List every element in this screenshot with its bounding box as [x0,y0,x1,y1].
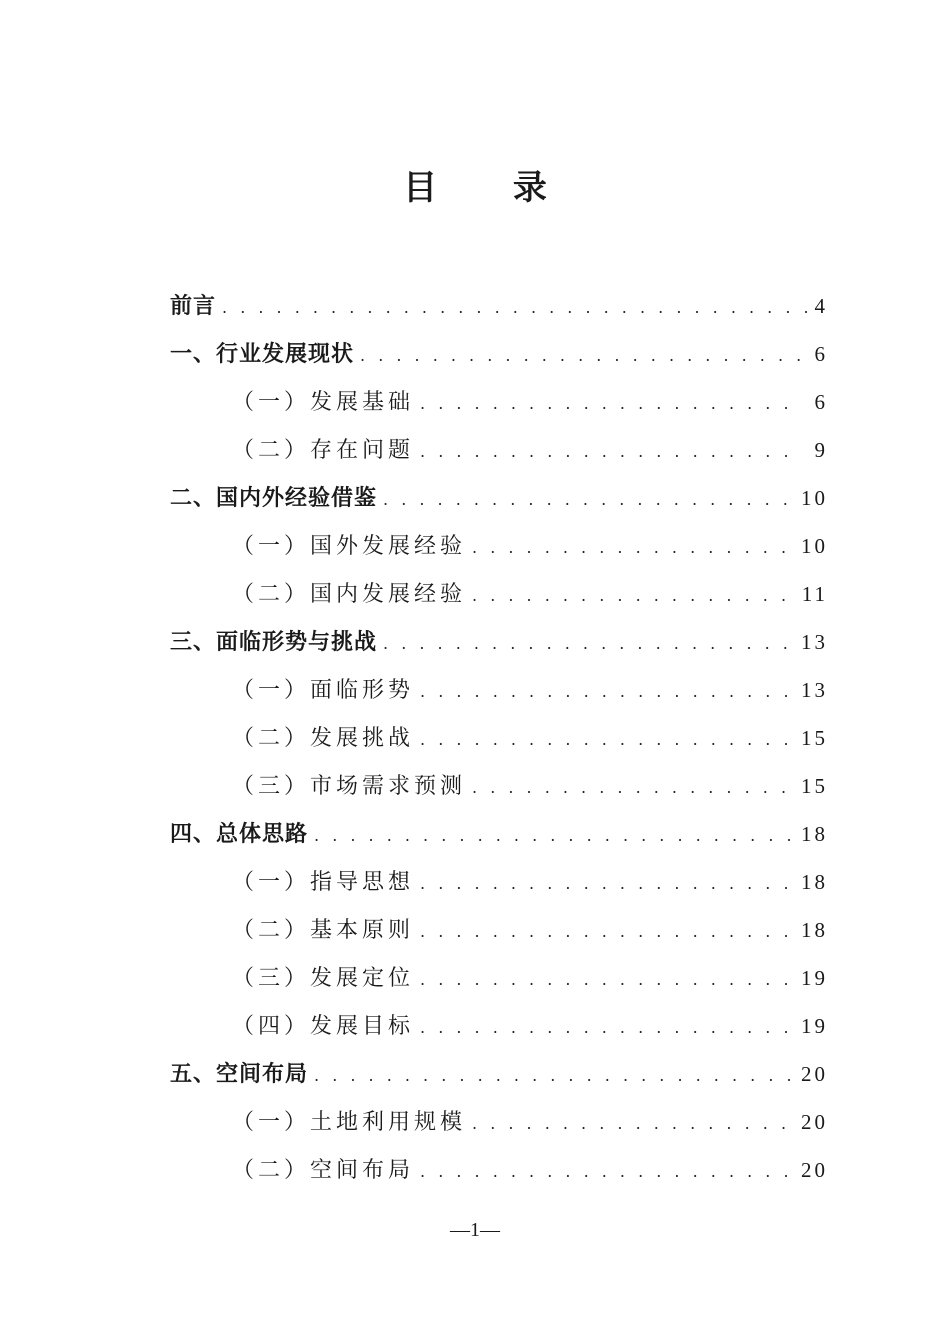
page-number-footer: —1— [450,1219,500,1241]
toc-entry-label: （二）存在问题 [232,438,415,463]
toc-entry-page-number: 6 [814,390,828,414]
toc-entry[interactable] [170,570,828,618]
toc-entry[interactable] [170,330,828,378]
toc-dot-leader [472,524,787,572]
toc-entry[interactable] [170,906,828,954]
toc-entry-label: 四、总体思路 [170,822,309,847]
toc-entry-label: （一）发展基础 [232,390,415,415]
toc-dot-leader [472,1100,787,1148]
toc-entry-label: 三、面临形势与挑战 [170,630,378,655]
toc-dot-leader [314,812,797,860]
toc-dot-leader [420,380,800,428]
toc-entry[interactable] [170,810,828,858]
toc-entry[interactable] [170,522,828,570]
toc-entry[interactable] [170,858,828,906]
toc-entry[interactable] [170,282,828,330]
toc-dot-leader [383,476,797,524]
toc-entry-page-number: 18 [801,918,828,942]
toc-entry-label: （三）发展定位 [232,966,415,991]
toc-entry-page-number: 19 [801,966,828,990]
toc-dot-leader [383,620,797,668]
toc-entry-page-number: 6 [814,342,828,366]
toc-entry-page-number: 20 [801,1110,828,1134]
toc-entry[interactable] [170,762,828,810]
toc-entry-page-number: 9 [814,438,828,462]
toc-entry[interactable] [170,714,828,762]
toc-dot-leader [314,1052,797,1100]
toc-entry[interactable] [170,378,828,426]
toc-entry-label: 二、国内外经验借鉴 [170,486,378,511]
toc-dot-leader [472,764,787,812]
toc-entry-label: （二）空间布局 [232,1158,415,1183]
toc-entry[interactable] [170,474,828,522]
toc-entry[interactable] [170,1050,828,1098]
toc-entry[interactable] [170,1146,828,1194]
toc-entry-label: （一）指导思想 [232,870,415,895]
toc-entry-page-number: 10 [801,534,828,558]
toc-entry-label: （一）面临形势 [232,678,415,703]
toc-entry-page-number: 15 [801,774,828,798]
toc-entry-label: （一）国外发展经验 [232,534,467,559]
toc-dot-leader [420,908,787,956]
toc-dot-leader [420,860,787,908]
toc-dot-leader [420,1148,787,1196]
toc-entry-label: （四）发展目标 [232,1014,415,1039]
toc-dot-leader [420,428,800,476]
page-title: 目 录 [403,168,579,208]
toc-entry-page-number: 18 [801,870,828,894]
toc-entry-label: （三）市场需求预测 [232,774,467,799]
toc-entry-page-number: 11 [801,582,828,606]
toc-entry-page-number: 20 [801,1158,828,1182]
toc-dot-leader [472,572,788,620]
toc-dot-leader [420,716,787,764]
toc-entry-label: （二）国内发展经验 [232,582,467,607]
toc-entry-label: 一、行业发展现状 [170,342,355,367]
toc-entry[interactable] [170,954,828,1002]
toc-entry-page-number: 19 [801,1014,828,1038]
toc-dot-leader [360,332,810,380]
toc-entry[interactable] [170,1002,828,1050]
toc-entry-page-number: 20 [801,1062,828,1086]
toc-entry-page-number: 13 [801,630,828,654]
toc-entry-page-number: 15 [801,726,828,750]
toc-entry[interactable] [170,666,828,714]
toc-dot-leader [420,956,787,1004]
toc-entry[interactable] [170,1098,828,1146]
toc-entry-page-number: 13 [801,678,828,702]
toc-entry[interactable] [170,618,828,666]
toc-entry-page-number: 4 [814,294,828,318]
toc-entry-label: 五、空间布局 [170,1062,309,1087]
toc-entry-label: 前言 [170,294,217,319]
toc-entry-label: （二）基本原则 [232,918,415,943]
toc-dot-leader [420,1004,787,1052]
toc-entry[interactable] [170,426,828,474]
table-of-contents [170,282,828,1194]
toc-entry-label: （一）土地利用规模 [232,1110,467,1135]
toc-entry-label: （二）发展挑战 [232,726,415,751]
toc-dot-leader [222,284,810,332]
toc-dot-leader [420,668,787,716]
toc-entry-page-number: 18 [801,822,828,846]
toc-entry-page-number: 10 [801,486,828,510]
